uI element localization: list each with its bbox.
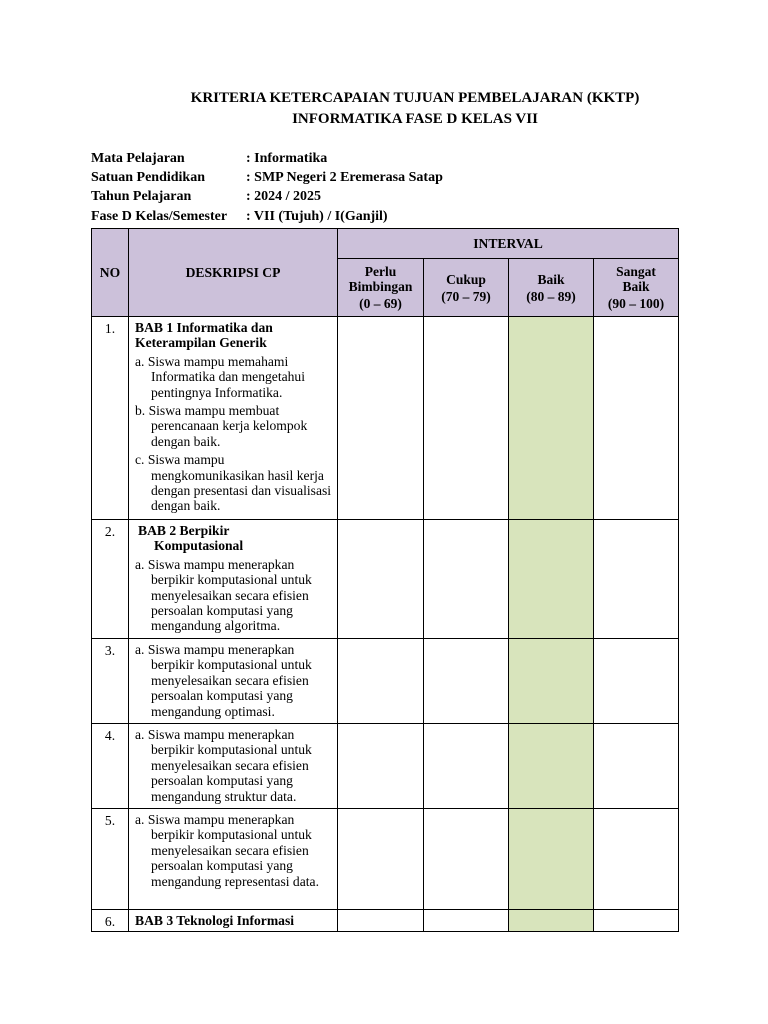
meta-label: Tahun Pelajaran — [91, 189, 192, 205]
bab-heading-line: BAB 1 Informatika dan — [135, 320, 273, 335]
bab-heading-line: Keterampilan Generik — [135, 335, 267, 351]
row-description — [129, 639, 338, 724]
meta-value: : Informatika — [246, 151, 328, 166]
bab-heading — [135, 320, 333, 351]
col-header-deskripsi: DESKRIPSI CP — [129, 229, 338, 317]
row-number: 6. — [92, 910, 129, 932]
cell-perlu-bimbingan[interactable] — [338, 520, 424, 639]
col-header-no: NO — [92, 229, 129, 317]
cell-cukup[interactable] — [424, 809, 509, 910]
bab-heading — [135, 523, 333, 554]
row-number: 1. — [92, 317, 129, 520]
cell-sangat-baik[interactable] — [594, 520, 679, 639]
cell-sangat-baik[interactable] — [594, 910, 679, 932]
row-description — [129, 317, 338, 520]
cp-item: b. Siswa mampu membuat perencanaan kerja kelompok dengan baik. — [135, 403, 308, 449]
cell-cukup[interactable] — [424, 639, 509, 724]
table-row — [92, 910, 679, 932]
meta-row — [91, 207, 443, 226]
row-number: 5. — [92, 809, 129, 910]
interval-name: Sangat Baik — [616, 264, 656, 294]
cell-baik[interactable] — [509, 639, 594, 724]
meta-value: : 2024 / 2025 — [246, 189, 322, 205]
table-row — [92, 317, 679, 520]
cell-baik[interactable] — [509, 317, 594, 520]
meta-label: Mata Pelajaran — [91, 151, 185, 166]
cell-perlu-bimbingan[interactable] — [338, 317, 424, 520]
title-line-1: KRITERIA KETERCAPAIAN TUJUAN PEMBELAJARAN (KKTP) — [190, 90, 640, 106]
col-header-interval: INTERVAL — [338, 229, 679, 259]
cell-perlu-bimbingan[interactable] — [338, 639, 424, 724]
cell-sangat-baik[interactable] — [594, 724, 679, 809]
meta-value: : VII (Tujuh) / I(Ganjil) — [246, 208, 388, 224]
meta-label: Satuan Pendidikan — [91, 170, 205, 186]
table-row — [92, 639, 679, 724]
cell-cukup[interactable] — [424, 724, 509, 809]
interval-cukup — [424, 259, 509, 317]
meta-value: : SMP Negeri 2 Eremerasa Satap — [246, 170, 443, 186]
bab-heading: BAB 3 Teknologi Informasi — [135, 913, 295, 928]
document-meta — [91, 149, 443, 226]
bab-heading-line: Komputasional — [154, 538, 244, 554]
cp-item: a. Siswa mampu memahami Informatika dan mengetahui pentingnya Informatika. — [135, 353, 306, 400]
interval-range: (80 – 89) — [526, 288, 576, 304]
cp-item: a. Siswa mampu menerapkan berpikir komputasional untuk menyelesaikan secara efisien persoalan komputasi yang mengandung algoritma. — [135, 556, 312, 634]
cell-perlu-bimbingan[interactable] — [338, 809, 424, 910]
meta-row — [91, 149, 443, 168]
interval-name: Cukup — [446, 271, 486, 287]
row-number: 2. — [92, 520, 129, 639]
cell-baik[interactable] — [509, 724, 594, 809]
document-title — [0, 88, 768, 130]
row-description — [129, 809, 338, 910]
row-description — [129, 910, 338, 932]
cell-sangat-baik[interactable] — [594, 809, 679, 910]
cell-perlu-bimbingan[interactable] — [338, 724, 424, 809]
interval-baik — [509, 259, 594, 317]
cell-baik[interactable] — [509, 520, 594, 639]
interval-range: (90 – 100) — [607, 296, 665, 311]
cell-cukup[interactable] — [424, 520, 509, 639]
cp-item: a. Siswa mampu menerapkan berpikir komputasional untuk menyelesaikan secara efisien persoalan komputasi yang mengandung representasi data. — [135, 812, 319, 889]
interval-range: (0 – 69) — [359, 296, 402, 311]
cp-item: a. Siswa mampu menerapkan berpikir komputasional untuk menyelesaikan secara efisien persoalan komputasi yang mengandung optimasi. — [135, 642, 312, 719]
table-row — [92, 724, 679, 809]
row-description — [129, 520, 338, 639]
table-row — [92, 809, 679, 910]
cell-baik[interactable] — [509, 910, 594, 932]
cell-cukup[interactable] — [424, 910, 509, 932]
row-number: 4. — [92, 724, 129, 809]
interval-range: (70 – 79) — [441, 288, 491, 304]
bab-heading-line: BAB 2 Berpikir — [138, 523, 230, 538]
cp-item: a. Siswa mampu menerapkan berpikir komputasional untuk menyelesaikan secara efisien persoalan komputasi yang mengandung struktur data. — [135, 727, 312, 804]
title-line-2: INFORMATIKA FASE D KELAS VII — [292, 111, 538, 127]
cell-cukup[interactable] — [424, 317, 509, 520]
meta-row — [91, 168, 443, 187]
interval-sangat-baik — [594, 259, 679, 317]
meta-label: Fase D Kelas/Semester — [91, 208, 228, 224]
kktp-table — [91, 228, 679, 932]
interval-name: Perlu Bimbingan — [348, 264, 413, 294]
meta-row — [91, 187, 443, 206]
cp-item: c. Siswa mampu mengkomunikasikan hasil kerja dengan presentasi dan visualisasi dengan baik. — [135, 452, 332, 514]
row-number: 3. — [92, 639, 129, 724]
cell-sangat-baik[interactable] — [594, 639, 679, 724]
interval-name: Baik — [537, 271, 565, 287]
cell-perlu-bimbingan[interactable] — [338, 910, 424, 932]
table-row — [92, 520, 679, 639]
cell-sangat-baik[interactable] — [594, 317, 679, 520]
table-header-row — [92, 229, 679, 259]
interval-perlu-bimbingan — [338, 259, 424, 317]
row-description — [129, 724, 338, 809]
cell-baik[interactable] — [509, 809, 594, 910]
